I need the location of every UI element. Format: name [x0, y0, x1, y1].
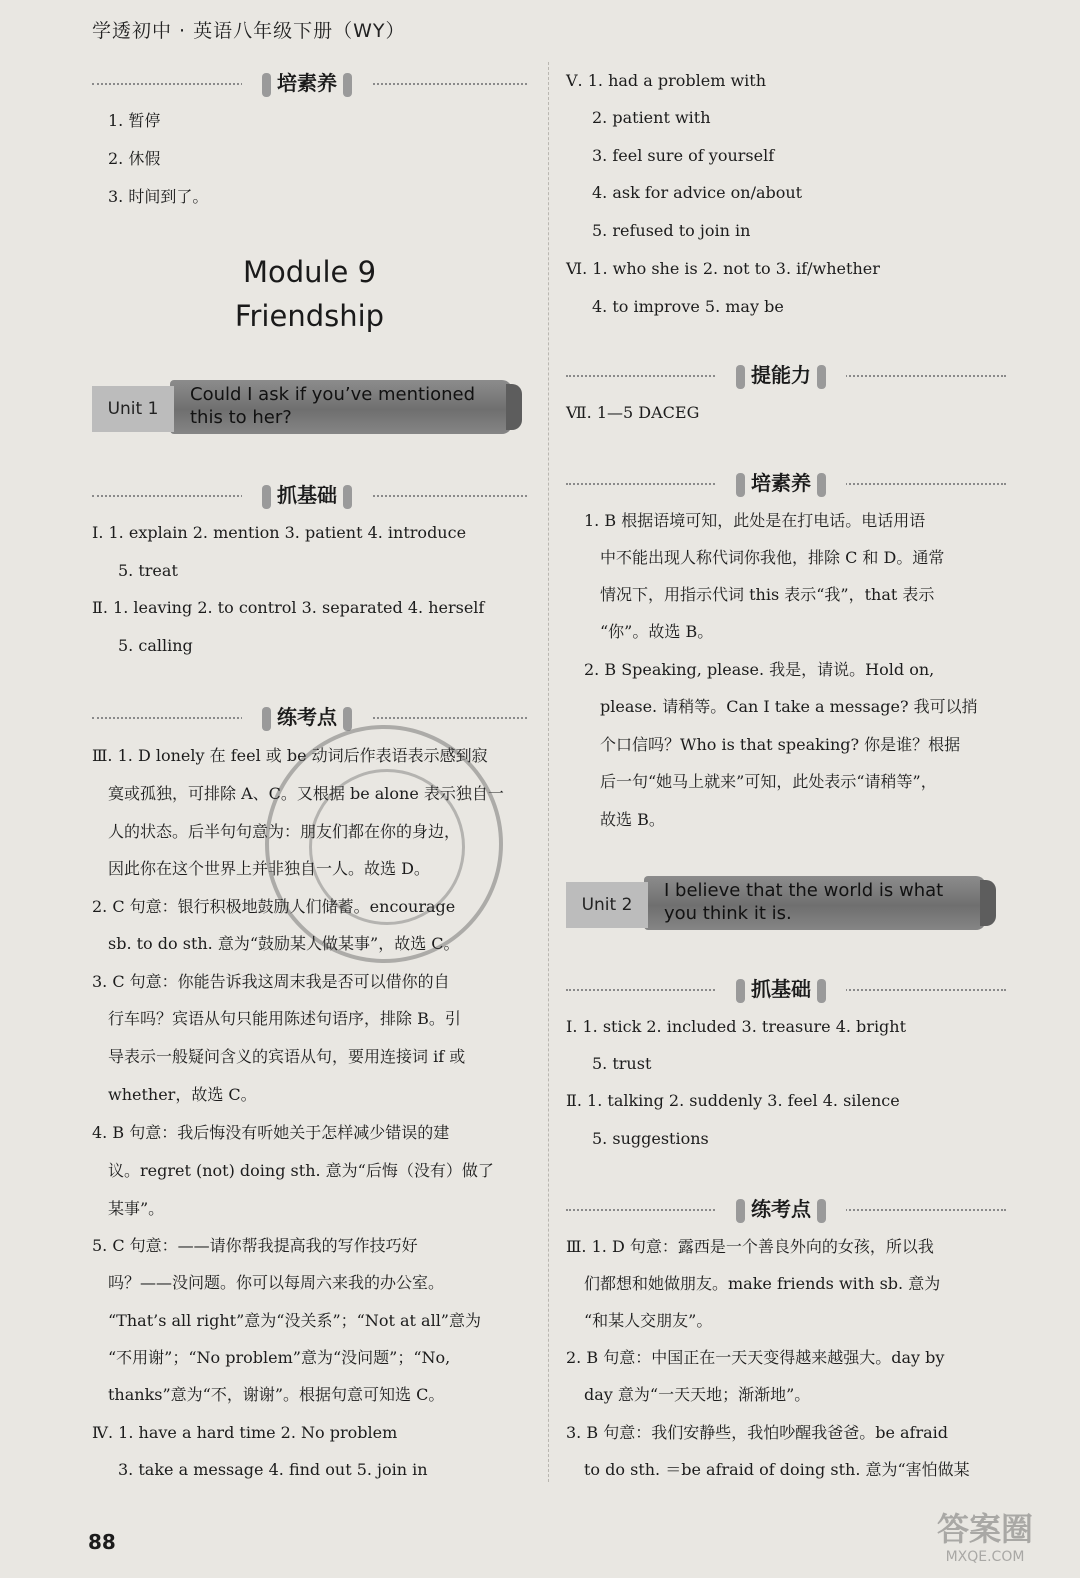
answer-line: 后一句“她马上就来”可知，此处表示“请稍等”，	[600, 772, 937, 791]
answer-line: 情况下，用指示代词 this 表示“我”，that 表示	[600, 585, 935, 604]
answer-line: sb. to do sth. 意为“鼓励某人做某事”，故选 C。	[108, 934, 460, 953]
answer-line: 中不能出现人称代词你我他，排除 C 和 D。通常	[600, 548, 945, 567]
answer-line: Ⅴ. 1. had a problem with	[566, 71, 767, 90]
answer-line: 人的状态。后半句句意为：朋友们都在你的身边，	[108, 822, 461, 841]
answer-line: 故选 B。	[600, 810, 665, 829]
answer-line: Ⅰ. 1. stick 2. included 3. treasure 4. bright	[566, 1017, 907, 1036]
answer-line: to do sth. ＝be afraid of doing sth. 意为“害怕做某	[584, 1460, 970, 1479]
answer-line: “你”。故选 B。	[600, 622, 714, 641]
answer-line: 4. B 句意：我后悔没有听她关于怎样减少错误的建	[92, 1123, 450, 1142]
section-title: 练考点	[751, 1197, 811, 1221]
answer-line: 因此你在这个世界上并非独自一人。故选 D。	[108, 859, 430, 878]
section-title: 抓基础	[751, 977, 811, 1001]
list-item: 2. 休假	[108, 149, 161, 168]
answer-line: 议。regret (not) doing sth. 意为“后悔（没有）做了	[108, 1161, 494, 1180]
section-header-liankaodian-2	[566, 1194, 1006, 1224]
answer-line: 5. calling	[118, 636, 193, 655]
answer-line: Ⅰ. 1. explain 2. mention 3. patient 4. introduce	[92, 523, 467, 542]
unit-title-line: you think it is.	[664, 903, 792, 924]
answer-line: 5. trust	[592, 1054, 652, 1073]
answer-line: 某事”。	[108, 1199, 165, 1218]
answer-line: 导表示一般疑问含义的宾语从句，要用连接词 if 或	[108, 1047, 466, 1066]
module-subtitle: Friendship	[234, 299, 385, 333]
answer-line: 2. C 句意：银行积极地鼓励人们储蓄。encourage	[92, 897, 456, 916]
unit-title-line: I believe that the world is what	[664, 880, 944, 901]
section-header-peisuyang-2	[566, 468, 1006, 498]
answer-line: 2. B 句意：中国正在一天天变得越来越强大。day by	[566, 1348, 945, 1367]
answer-line: please. 请稍等。Can I take a message? 我可以捎	[600, 697, 978, 716]
answer-line: Ⅳ. 1. have a hard time 2. No problem	[92, 1423, 398, 1442]
unit-label: Unit 1	[92, 386, 174, 432]
answer-line: 吗？——没问题。你可以每周六来我的办公室。	[108, 1273, 445, 1292]
column-divider	[548, 62, 549, 1482]
section-title: 培素养	[751, 471, 811, 495]
answer-line: 寞或孤独，可排除 A、C。又根据 be alone 表示独自一	[108, 784, 504, 803]
answer-line: whether，故选 C。	[108, 1085, 257, 1104]
answer-line: Ⅱ. 1. leaving 2. to control 3. separated 4. herself	[92, 598, 485, 617]
unit-title-line: Could I ask if you’ve mentioned	[190, 384, 476, 405]
answer-line: 4. ask for advice on/about	[592, 183, 803, 202]
module-title: Module 9	[242, 255, 377, 289]
page-number: 88	[88, 1530, 116, 1554]
answer-line: 们都想和她做朋友。make friends with sb. 意为	[584, 1274, 941, 1293]
unit-title-line: this to her?	[190, 407, 292, 428]
answer-line: 2. patient with	[592, 108, 711, 127]
list-item: 3. 时间到了。	[108, 187, 209, 206]
section-header-zhuajichu	[92, 480, 527, 510]
answer-line: Ⅲ. 1. D lonely 在 feel 或 be 动词后作表语表示感到寂	[92, 746, 488, 765]
section-header-tinengli	[566, 360, 1006, 390]
unit-1-banner	[92, 380, 522, 436]
section-title: 培素养	[277, 71, 337, 95]
answer-line: 5. refused to join in	[592, 221, 751, 240]
answer-line: 3. take a message 4. find out 5. join in	[118, 1460, 428, 1479]
section-header-peisuyang	[92, 68, 527, 98]
answer-line: “和某人交朋友”。	[584, 1311, 713, 1330]
answer-line: 2. B Speaking, please. 我是，请说。Hold on,	[584, 660, 935, 679]
answer-line: Ⅲ. 1. D 句意：露西是一个善良外向的女孩，所以我	[566, 1237, 934, 1256]
answer-line: 4. to improve 5. may be	[592, 297, 784, 316]
unit-2-banner	[566, 876, 996, 932]
unit-label: Unit 2	[566, 882, 648, 928]
answer-line: 5. treat	[118, 561, 178, 580]
book-title: 学透初中 · 英语八年级下册（WY）	[92, 20, 406, 42]
list-item: 1. 暂停	[108, 111, 161, 130]
answer-line: 5. C 句意：——请你帮我提高我的写作技巧好	[92, 1236, 418, 1255]
section-header-liankaodian	[92, 702, 527, 732]
answer-line: day 意为“一天天地；渐渐地”。	[584, 1385, 811, 1404]
site-watermark: 答案圈 MXQE.COM	[936, 1510, 1033, 1565]
answer-line: “不用谢”；“No problem”意为“没问题”；“No,	[108, 1348, 451, 1367]
answer-line: 3. B 句意：我们安静些，我怕吵醒我爸爸。be afraid	[566, 1423, 949, 1442]
answer-line: 行车吗？宾语从句只能用陈述句语序，排除 B。引	[108, 1009, 461, 1028]
section-title: 提能力	[751, 363, 811, 387]
answer-line: “That’s all right”意为“没关系”；“Not at all”意为	[108, 1311, 481, 1330]
ink-stamp	[265, 725, 503, 963]
answer-line: Ⅶ. 1—5 DACEG	[566, 403, 700, 422]
answer-line: thanks”意为“不，谢谢”。根据句意可知选 C。	[108, 1385, 445, 1404]
section-title: 抓基础	[277, 483, 337, 507]
answer-line: Ⅵ. 1. who she is 2. not to 3. if/whether	[566, 259, 880, 278]
section-header-zhuajichu-2	[566, 974, 1006, 1004]
answer-line: 3. feel sure of yourself	[592, 146, 775, 165]
answer-line: 3. C 句意：你能告诉我这周末我是否可以借你的自	[92, 972, 450, 991]
answer-line: 个口信吗？Who is that speaking? 你是谁？根据	[600, 735, 961, 754]
section-title: 练考点	[277, 705, 337, 729]
answer-line: Ⅱ. 1. talking 2. suddenly 3. feel 4. silence	[566, 1091, 900, 1110]
answer-line: 5. suggestions	[592, 1129, 709, 1148]
answer-line: 1. B 根据语境可知，此处是在打电话。电话用语	[584, 511, 926, 530]
